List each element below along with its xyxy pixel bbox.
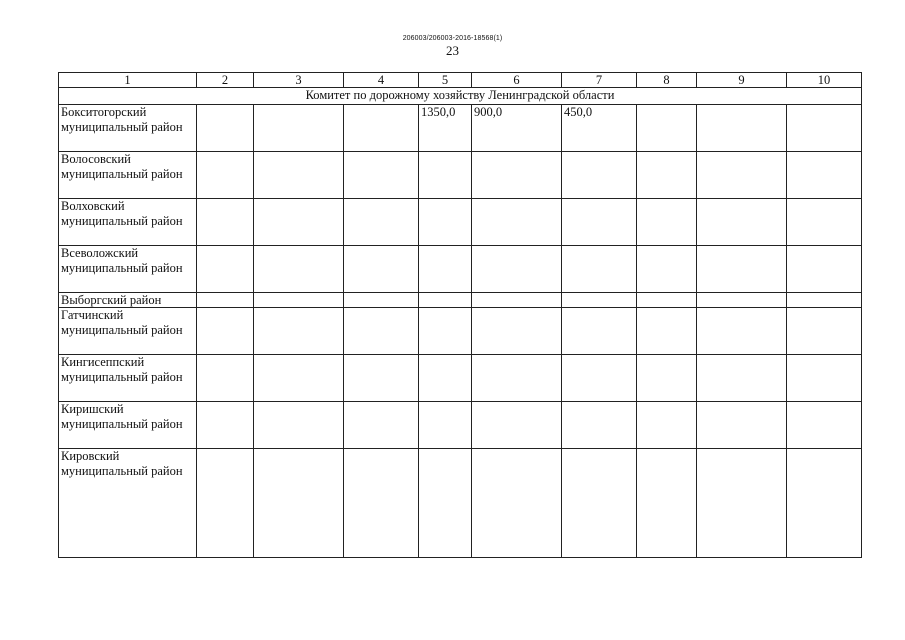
table-cell	[254, 151, 344, 198]
table-cell	[697, 401, 787, 448]
table-cell	[344, 292, 419, 307]
table-cell	[344, 151, 419, 198]
table-cell	[254, 198, 344, 245]
table-cell	[197, 307, 254, 354]
table-row	[59, 401, 862, 448]
table-cell-col5	[419, 448, 472, 557]
table-cell	[787, 245, 862, 292]
table-row	[59, 104, 862, 151]
table-cell	[254, 401, 344, 448]
table-cell-col7	[562, 292, 637, 307]
district-name: Выборгский район	[59, 292, 197, 307]
table-cell	[787, 307, 862, 354]
table-cell-col6	[472, 401, 562, 448]
table-cell-col7: 450,0	[562, 104, 637, 151]
table-cell-col6	[472, 198, 562, 245]
column-header: 7	[562, 73, 637, 88]
table-cell	[197, 448, 254, 557]
table-cell	[697, 292, 787, 307]
table-cell	[344, 307, 419, 354]
table-row	[59, 448, 862, 557]
table-cell-col7	[562, 448, 637, 557]
district-name: Кировский муниципальный район	[59, 448, 197, 557]
column-header: 10	[787, 73, 862, 88]
table-cell-col5: 1350,0	[419, 104, 472, 151]
table-cell	[637, 354, 697, 401]
table-cell	[637, 401, 697, 448]
table-cell	[254, 448, 344, 557]
table-cell	[344, 401, 419, 448]
column-header: 2	[197, 73, 254, 88]
table-cell	[697, 104, 787, 151]
table-cell-col5	[419, 307, 472, 354]
table-cell	[344, 448, 419, 557]
table-cell	[697, 198, 787, 245]
data-table	[58, 72, 862, 558]
table-cell	[637, 292, 697, 307]
table-cell	[697, 307, 787, 354]
district-name: Кингисеппский муниципальный район	[59, 354, 197, 401]
table-cell	[344, 104, 419, 151]
table-cell	[697, 354, 787, 401]
table-cell-col5	[419, 245, 472, 292]
section-title-row	[59, 88, 862, 105]
table-row	[59, 151, 862, 198]
district-name: Киришский муниципальный район	[59, 401, 197, 448]
table-cell	[197, 104, 254, 151]
table-cell-col7	[562, 245, 637, 292]
table-cell	[787, 198, 862, 245]
table-cell	[637, 307, 697, 354]
table-cell	[637, 245, 697, 292]
table-cell	[787, 151, 862, 198]
column-header: 4	[344, 73, 419, 88]
column-header: 5	[419, 73, 472, 88]
table-cell	[697, 245, 787, 292]
table-cell-col5	[419, 198, 472, 245]
table-row	[59, 307, 862, 354]
table-cell	[254, 245, 344, 292]
table-cell	[787, 354, 862, 401]
page-number: 23	[446, 43, 459, 58]
table-cell	[787, 292, 862, 307]
table-cell	[254, 354, 344, 401]
table-cell-col6	[472, 245, 562, 292]
table-cell-col6	[472, 292, 562, 307]
table-cell	[637, 448, 697, 557]
document-id: 206003/206003-2016-18568(1)	[402, 35, 503, 42]
table-cell-col7	[562, 401, 637, 448]
table-cell	[787, 448, 862, 557]
table-cell	[254, 292, 344, 307]
table-cell-col5	[419, 292, 472, 307]
table-cell	[197, 401, 254, 448]
table-row	[59, 292, 862, 307]
table-cell	[697, 151, 787, 198]
district-name: Гатчинский муниципальный район	[59, 307, 197, 354]
table-row	[59, 354, 862, 401]
table-cell	[197, 151, 254, 198]
table-cell	[344, 198, 419, 245]
table-cell-col6	[472, 307, 562, 354]
table-cell	[697, 448, 787, 557]
table-cell	[254, 307, 344, 354]
section-title: Комитет по дорожному хозяйству Ленинградской области	[59, 88, 862, 105]
district-name: Бокситогорский муниципальный район	[59, 104, 197, 151]
table-cell-col7	[562, 354, 637, 401]
table-cell	[344, 245, 419, 292]
table-cell	[197, 354, 254, 401]
table-cell	[787, 401, 862, 448]
table-cell-col6	[472, 354, 562, 401]
table-cell-col6: 900,0	[472, 104, 562, 151]
table-cell-col5	[419, 401, 472, 448]
column-header: 6	[472, 73, 562, 88]
table-cell-col7	[562, 307, 637, 354]
table-cell-col7	[562, 198, 637, 245]
table-cell	[344, 354, 419, 401]
district-name: Волховский муниципальный район	[59, 198, 197, 245]
column-header-row	[59, 73, 862, 88]
column-header: 1	[59, 73, 197, 88]
table-cell	[197, 292, 254, 307]
district-name: Волосовский муниципальный район	[59, 151, 197, 198]
table-cell	[637, 104, 697, 151]
table-cell	[197, 245, 254, 292]
table-cell-col6	[472, 448, 562, 557]
table-cell	[637, 198, 697, 245]
column-header: 8	[637, 73, 697, 88]
table-cell-col5	[419, 354, 472, 401]
table-cell	[254, 104, 344, 151]
table-cell-col6	[472, 151, 562, 198]
column-header: 9	[697, 73, 787, 88]
table-cell	[197, 198, 254, 245]
table-row	[59, 198, 862, 245]
table-row	[59, 245, 862, 292]
table-cell-col5	[419, 151, 472, 198]
district-name: Всеволожский муниципальный район	[59, 245, 197, 292]
table-cell-col7	[562, 151, 637, 198]
table-cell	[787, 104, 862, 151]
table-cell	[637, 151, 697, 198]
column-header: 3	[254, 73, 344, 88]
